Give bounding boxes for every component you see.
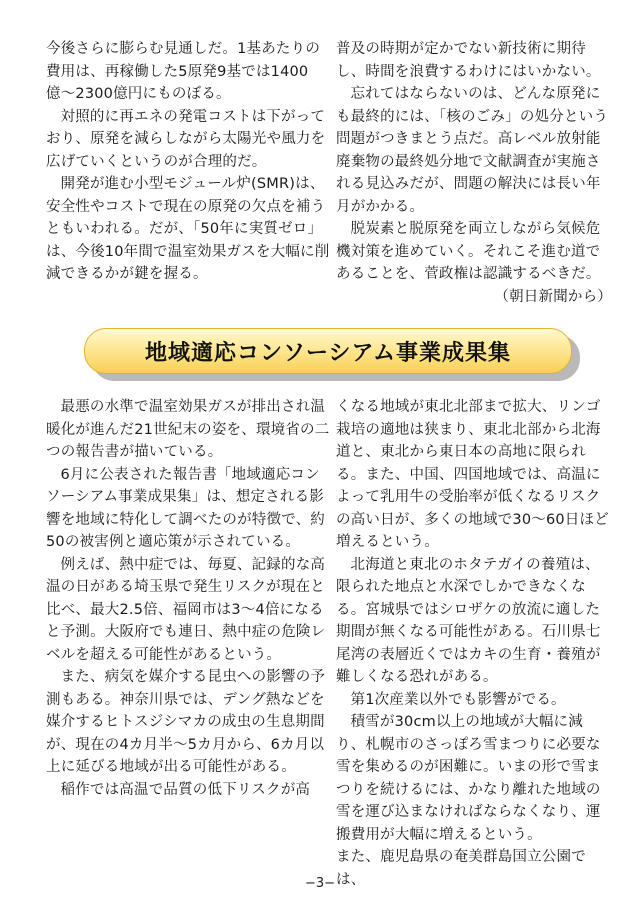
paragraph: 最悪の水準で温室効果ガスが排出され温暖化が進んだ21世紀末の姿を、環境省の二つの報告書が描いている。 (46, 399, 330, 460)
page-number: −3− (304, 876, 336, 891)
paragraph: 北海道と東北のホタテガイの養殖は、限られた地点と水深でしかできなくなる。宮城県ではシロザケの放流に適した期間が無くなる可能性がある。石川県七尾湾の表層近くではカキの生育・養殖が難しくなる恐れがある。 (336, 556, 601, 685)
paragraph: 今後さらに膨らむ見通しだ。1基あたりの費用は、再稼働した5原発9基では1400億〜2300億円にものぼる。 (46, 41, 321, 102)
bottom-left-column (46, 396, 332, 801)
paragraph: 積雪が30cm以上の地域が大幅に減り、札幌市のさっぽろ雪まつりに必要な雪を集めるのが困難に。いまの形で雪まつりを続けるには、かなり離れた地域の雪を運び込まなければならなくなり、運搬費用が大幅に増えるという。 (336, 714, 601, 843)
section-title: 地域適応コンソーシアム事業成果集 (144, 340, 512, 366)
paragraph: 対照的に再エネの発電コストは下がっており、原発を減らしながら太陽光や風力を広げていくというのが合理的だ。 (46, 108, 326, 170)
bottom-right-column (336, 396, 612, 891)
top-right-column (336, 38, 612, 308)
paragraph: また、病気を媒介する昆虫への影響の予測もある。神奈川県では、デング熱などを媒介するヒトスジシマカの成虫の生息期間が、現在の4カ月半〜5カ月から、6カ月以上に延びる地域が出る可能性がある。 (46, 669, 326, 775)
paragraph: 忘れてはならないのは、どんな原発にも最終的には、「核のごみ」の処分という問題がつきまとう点だ。高レベル放射能廃棄物の最終処分地で文献調査が実施される見込みだが、問題の解決には長い年月がかかる。 (336, 86, 609, 215)
paragraph: 例えば、熱中症では、毎夏、記録的な高温の日がある埼玉県で発生リスクが現在と比べ、最大2.5倍、福岡市は3〜4倍になると予測。大阪府でも連日、熱中症の危険レベルを超える可能性があるという。 (46, 556, 326, 663)
paragraph: また、鹿児島県の奄美群島国立公園では、 (336, 849, 586, 888)
banner-box (84, 328, 572, 374)
paragraph: 稲作では高温で品質の低下リスクが高 (60, 781, 311, 798)
paragraph: 6月に公表された報告書「地域適応コンソーシアム事業成果集」は、想定される影響を地域に特化して調べたのが特徴で、約50の被害例と適応策が示されている。 (46, 466, 326, 550)
paragraph: 開発が進む小型モジュール炉(SMR)は、安全性やコストで現在の原発の欠点を補うともいわれる。だが、「50年に実質ゼロ」は、今後10年間で温室効果ガスを大幅に削減できるかが鍵を握る。 (46, 176, 330, 282)
paragraph: 脱炭素と脱原発を両立しながら気候危機対策を進めていく。それこそ進む道であることを、菅政権は認識するべきだ。 (336, 221, 601, 282)
paragraph: くなる地域が東北北部まで拡大、リンゴ栽培の適地は狭まり、東北北部から北海道と、東北から東日本の高地に限られる。また、中国、四国地域では、高温によって乳用牛の受胎率が低くなるリスクの高い日が、多くの地域で30〜60日ほど増えるという。 (336, 399, 609, 550)
top-left-column (46, 38, 332, 286)
paragraph: （朝日新聞から） (494, 288, 612, 305)
paragraph: 普及の時期が定かでない新技術に期待し、時間を浪費するわけにはいかない。 (336, 41, 601, 80)
section-banner (84, 328, 584, 384)
paragraph: 第1次産業以外でも影響がでる。 (350, 691, 566, 708)
